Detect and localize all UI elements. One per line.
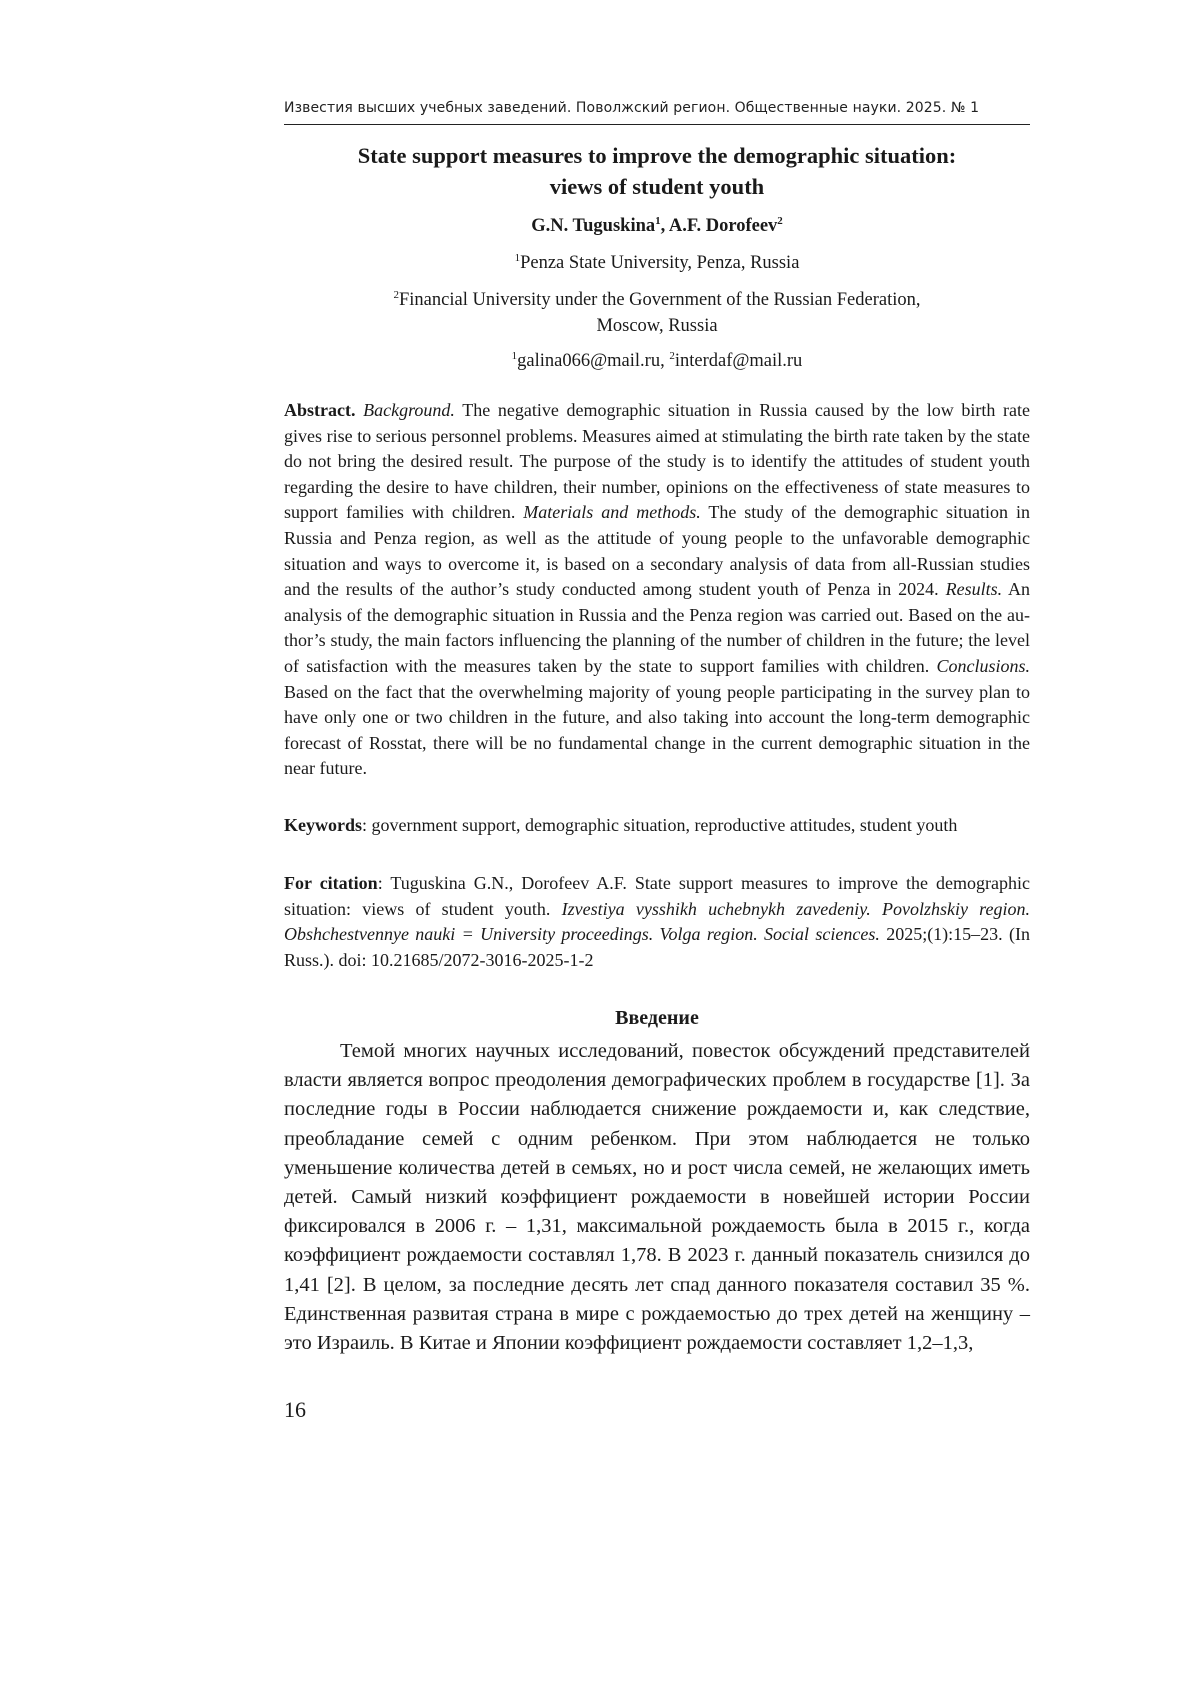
abstract	[284, 398, 1030, 782]
email-1: galina066@mail.ru,	[517, 351, 670, 371]
citation	[284, 871, 1030, 973]
author-2: A.F. Dorofeev	[668, 216, 778, 236]
abstract-methods-text: The study of the demographic situation in Russia and Penza region, as well as the attitude of young people to the unfavorable demographic situation and ways to overcome it, is based on a secondary analysis of data from all-Russian studies and the results of the author’s study conducted among student youth of Penza in 2024.	[284, 502, 1031, 600]
author-1-mark: 1	[655, 215, 661, 227]
email-line	[284, 348, 1030, 374]
email-2-mark: 2	[669, 350, 675, 362]
abstract-results-text: An analysis of the demographic situation in Russia and the Penza region was carried out. Based on the author’s study, the main factors influencing the planning of the number of children in the future; the level of satisfaction with the measures taken by the state to support families with children.	[284, 579, 1030, 676]
email-2: interdaf@mail.ru	[674, 351, 803, 371]
affiliation-2-line-1	[284, 287, 1030, 313]
affiliation-2-line-2: Moscow, Russia	[596, 316, 718, 336]
email-1-mark: 1	[511, 350, 518, 362]
abstract-conclusions-label: Conclusions.	[936, 655, 1030, 676]
author-list	[284, 213, 1030, 239]
abstract-background-text: The negative demographic situation in Russia caused by the low birth rate gives rise to serious personnel problems. Measures aimed at stimulating the birth rate taken by the state do not bring the desired result. The purpose of the study is to identify the attitudes of student youth regarding the desire to have children, their number, opinions on the effectiveness of state measures to support families with children.	[284, 400, 1031, 523]
title-line-1: State support measures to improve the demographic situation:	[357, 143, 957, 168]
keywords-label: Keywords	[284, 815, 362, 835]
author-1: G.N. Tuguskina	[531, 216, 656, 236]
section-heading-introduction: Введение	[615, 1007, 699, 1029]
citation-reference: 2025;(1):15–23. (In Russ.). doi: 10.21685/2072-3016-2025-1-2	[284, 924, 1031, 970]
header-rule	[284, 124, 1030, 125]
abstract-results-label: Results.	[945, 579, 1003, 600]
keywords	[284, 813, 1030, 839]
citation-journal: Izvestiya vysshikh uchebnykh zavedeniy. Povolzhskiy region. Obshchestvennye nauki = University proceedings. Volga region. Social sciences.	[284, 898, 1031, 945]
paper-title	[284, 140, 1030, 202]
affiliation-2-mark: 2	[393, 289, 399, 301]
keywords-text: : government support, demographic situation, reproductive attitudes, student youth	[362, 815, 958, 835]
affiliation-1	[284, 250, 1030, 276]
affiliation-2	[284, 287, 1030, 339]
affiliation-1-text: Penza State University, Penza, Russia	[520, 253, 800, 273]
page-number: 16	[284, 1397, 306, 1422]
author-2-mark: 2	[777, 215, 783, 227]
running-header: Известия высших учебных заведений. Поволжский регион. Общественные науки. 2025. № 1	[284, 100, 980, 116]
abstract-background-label: Background.	[363, 400, 455, 420]
affiliation-2-text: Financial University under the Government of the Russian Federation,	[399, 290, 921, 310]
title-line-2: views of student youth	[549, 174, 765, 199]
abstract-conclusions-text: Based on the fact that the overwhelming majority of young people participating in the survey plan to have only one or two children in the future, and also taking into account the long-term demographic forecast of Rosstat, there will be no fundamental change in the current demographic situation in the near future.	[284, 681, 1030, 779]
introduction-paragraph: Темой многих научных исследований, повесток обсуждений представителей власти является вопрос преодоления демографических проблем в государстве [1]. За последние годы в России наблюдается снижение рождаемости и, как следствие, преобладание семей с одним ребенком. При этом наблюдается не только уменьшение количества детей в семьях, но и рост числа семей, не желающих иметь детей. Самый низкий коэффициент рождаемости в новейшей истории России фиксировался в 2006 г. – 1,31, максимальной рождаемость была в 2015 г., когда коэффициент рождаемости составлял 1,78. В 2023 г. данный показатель снизился до 1,41 [2]. В целом, за последние десять лет спад данного показателя составил 35 %. Единственная развитая страна в мире с рождаемостью до трех детей на женщину – это Израиль. В Китае и Японии коэффициент рождаемости составляет 1,2–1,3,	[284, 1040, 1030, 1355]
citation-label: For citation	[284, 873, 378, 893]
author-separator: ,	[660, 216, 669, 236]
abstract-methods-label: Materials and methods.	[523, 502, 701, 523]
affiliation-1-mark: 1	[514, 252, 521, 264]
abstract-label: Abstract.	[284, 400, 356, 420]
citation-text: : Tuguskina G.N., Dorofeev A.F. State support measures to improve the demographic situation: views of student youth.	[284, 873, 1030, 919]
